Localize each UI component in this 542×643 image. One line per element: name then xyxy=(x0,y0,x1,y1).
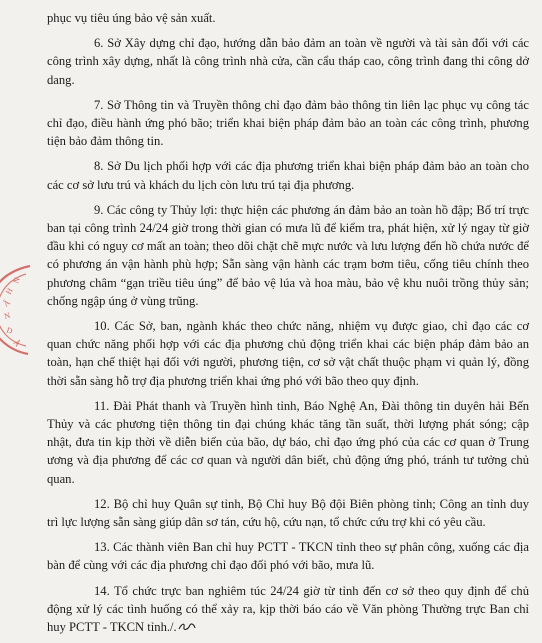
paragraph-item-10: 10. Các Sở, ban, ngành khác theo chức năng, nhiệm vụ được giao, chỉ đạo các cơ quan chức năng phối hợp với các địa phương chủ động triển khai các biện pháp đảm bảo an toàn, hạn chế thiệt hại đối với người, phương tiện, cơ sở vật chất thuộc phạm vi quản lý, đồng thời sẵn sàng hỗ trợ địa phương triển khai ứng phó với bão theo quy định. xyxy=(47,319,529,388)
paragraph-item-9: 9. Các công ty Thủy lợi: thực hiện các phương án đảm bảo an toàn hồ đập; Bố trí trực ban tại công trình 24/24 giờ trong thời gian có mưa lũ để kiểm tra, phát hiện, xử lý ngay từ giờ đầu khi có nguy cơ mất an toàn; theo dõi chặt chẽ mực nước và lưu lượng đến hồ chứa nước để có phương án vận hành phù hợp; Sẵn sàng vận hành các trạm bơm tiêu, cống tiêu chính theo phương châm “gạn triều tiêu úng” để bảo vệ lúa và hoa màu, bảo vệ khu nuôi trồng thủy sản; chống ngập úng ở vùng trũng. xyxy=(47,202,529,308)
paragraph-item-7: 7. Sở Thông tin và Truyền thông chỉ đạo đảm bảo thông tin liên lạc phục vụ công tác chỉ đạo, điều hành ứng phó bão; triển khai biện pháp đảm bảo an toàn các công trình, phương tiện bảo đảm thông tin. xyxy=(47,97,529,149)
document-body xyxy=(47,9,529,643)
paragraph-item-6: 6. Sở Xây dựng chỉ đạo, hướng dẫn bảo đảm an toàn về người và tài sản đối với các công trình xây dựng, nhất là công trình nhà cửa, cần cẩu tháp cao, công trình đang thi công dở dang. xyxy=(47,36,529,87)
paragraph-item-13: 13. Các thành viên Ban chỉ huy PCTT - TKCN tỉnh theo sự phân công, xuống các địa bàn để cùng với các địa phương chỉ đạo đối phó với bão, mưa lũ. xyxy=(47,540,529,573)
paragraph-item-14-text: 14. Tổ chức trực ban nghiêm túc 24/24 giờ từ tỉnh đến cơ sở theo quy định để chủ động xử lý các tình huống có thể xảy ra, kịp thời báo cáo về Văn phòng Thường trực Ban chỉ huy PCTT - TKCN tỉnh./. xyxy=(47,583,529,635)
svg-text:N: N xyxy=(11,276,22,285)
paragraph-continuation: phục vụ tiêu úng bảo vệ sản xuất. xyxy=(47,11,216,25)
svg-text:D: D xyxy=(5,325,14,336)
red-seal-stamp-icon xyxy=(0,262,36,358)
signature-mark-icon xyxy=(178,622,196,632)
paragraph-item-8: 8. Sở Du lịch phối hợp với các địa phương triển khai biện pháp đảm bảo an toàn cho các cơ sở lưu trú và khách du lịch còn lưu trú tại địa phương. xyxy=(47,159,529,192)
svg-text:Â: Â xyxy=(11,338,23,349)
svg-text:N: N xyxy=(3,310,12,321)
paragraph-item-14 xyxy=(47,582,529,637)
svg-text:Â: Â xyxy=(1,297,12,309)
svg-text:H: H xyxy=(3,286,15,296)
paragraph-item-11: 11. Đài Phát thanh và Truyền hình tỉnh, Báo Nghệ An, Đài thông tin duyên hải Bến Thủy và các phương tiện thông tin đại chúng khác tăng tần suất, thời lượng phát sóng; cập nhật, đưa tin kịp thời về diễn biến của bão, dự báo, chỉ đạo ứng phó của các cơ quan ở Trung ương và địa phương để các cơ quan và người dân biết, chủ động ứng phó, tránh tư tưởng chủ quan. xyxy=(47,398,529,486)
paragraph-item-12: 12. Bộ chỉ huy Quân sự tỉnh, Bộ Chỉ huy Bộ đội Biên phòng tỉnh; Công an tỉnh duy trì lực lượng sẵn sàng giúp dân sơ tán, cứu hộ, cứu nạn, tổ chức cứu trợ khi có yêu cầu. xyxy=(47,496,529,530)
